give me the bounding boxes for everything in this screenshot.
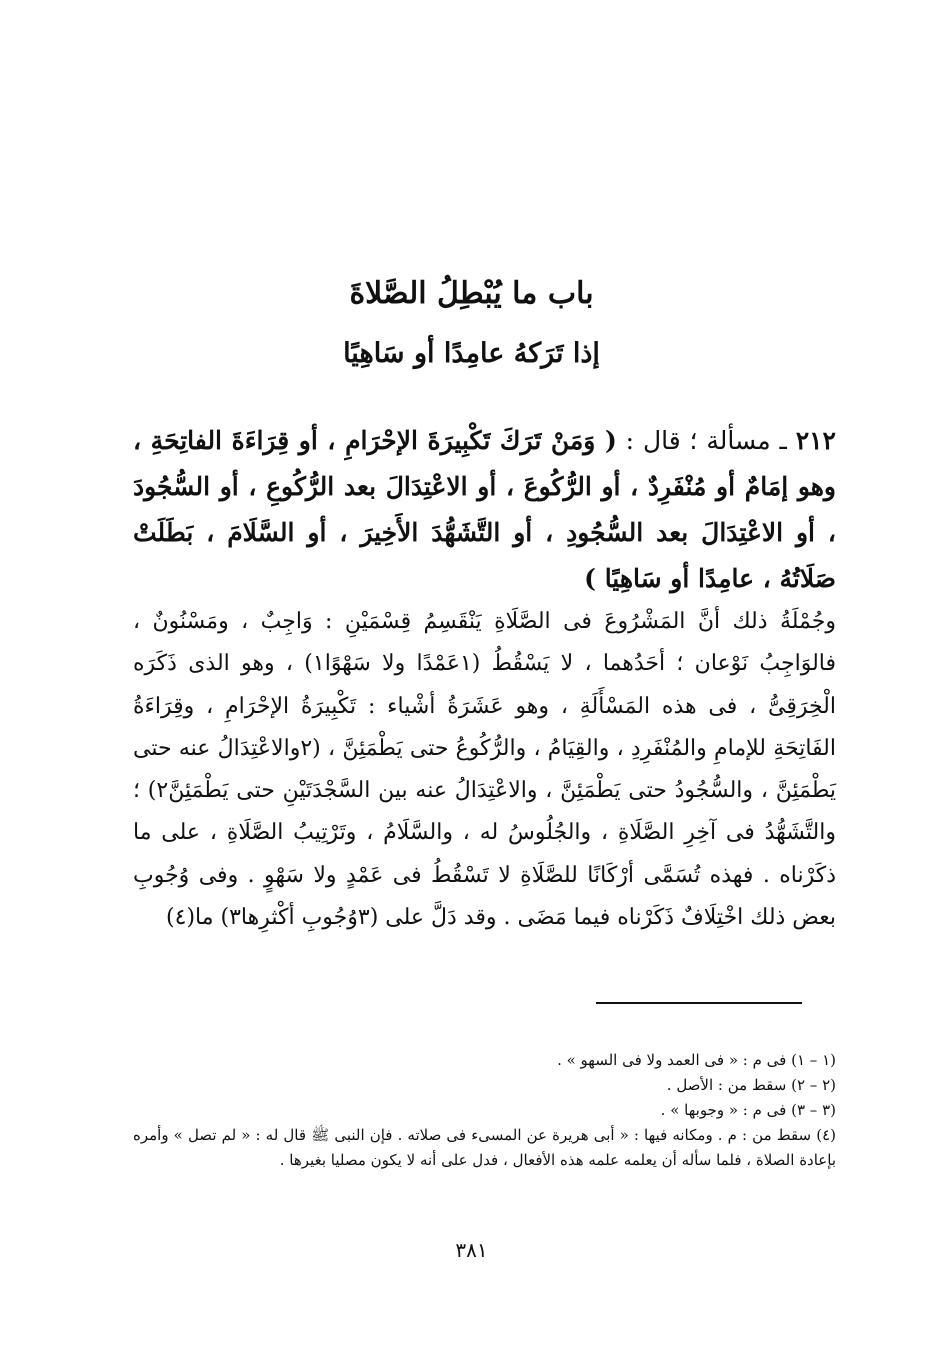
footnote-separator xyxy=(596,1002,802,1004)
chapter-title: باب ما يُبْطِلُ الصَّلاةَ xyxy=(349,276,594,311)
page-number: ٣٨١ xyxy=(455,1238,488,1262)
footnote-1: (١ – ١) فى م : « فى العمد ولا فى السهو » . xyxy=(557,1051,836,1069)
masala-quote: ( وَمَنْ تَرَكَ تَكْبِيرَةَ الإحْرَامِ ، أو قِرَاءَةَ الفاتِحَةِ ، وهو إمَامٌ أو مُنْفَرِدٌ ، أو الرُّكُوعَ ، أو الاعْتِدَالَ بعد الرُّكُوعِ ، أو السُّجُودَ ، أو الاعْتِدَالَ بعد السُّجُودِ ، أو التَّشَهُّدَ الأَخِيرَ ، أو السَّلَامَ ، بَطَلَتْ صَلَاتُهُ ، عامِدًا أو سَاهِيًا ) xyxy=(133,426,836,593)
footnotes xyxy=(133,1048,836,1173)
footnote-3: (٣ – ٣) فى م : « وجوبها » . xyxy=(660,1101,836,1119)
footnote-2: (٢ – ٢) سقط من : الأصل . xyxy=(666,1076,836,1094)
masala-intro: ـ مسألة ؛ قال : xyxy=(616,426,796,455)
masala-number: ٢١٢ xyxy=(795,426,836,455)
footnote-4: (٤) سقط من : م . ومكانه فيها : « أبى هريرة عن المسىء فى صلاته . فإن النبى ﷺ قال له : « لم تصل » وأمره بإعادة الصلاة ، فلما سأله أن يعلمه علمه هذه الأفعال ، فدل على أنه لا يكون مصليا بغيرها . xyxy=(133,1126,836,1169)
commentary-paragraph: وجُمْلَةُ ذلك أنَّ المَشْرُوعَ فى الصَّلَاةِ يَنْقَسِمُ قِسْمَيْنِ : وَاجِبٌ ، ومَسْنُونٌ ، فالوَاجِبُ نَوْعان ؛ أحَدُهما ، لا يَسْقُطُ (١عَمْدًا ولا سَهْوًا١) ، وهو الذى ذَكَرَه الْخِرَقِىُّ ، فى هذه المَسْأَلَةِ ، وهو عَشَرَةُ أشْياء : تَكْبِيرَةُ الإحْرَامِ ، وقِرَاءَةُ الفَاتِحَةِ للإمامِ والمُنْفَرِدِ ، والقِيَامُ ، والرُّكُوعُ حتى يَطْمَئِنَّ ، (٢والاعْتِدَالُ عنه حتى يَطْمَئِنَّ ، والسُّجُودُ حتى يَطْمَئِنَّ ، والاعْتِدَالُ عنه بين السَّجْدَتَيْنِ حتى يَطْمَئِنَّ٢) ؛ والتَّشَهُّدُ فى آخِرِ الصَّلَاةِ ، والجُلُوسُ له ، والسَّلَامُ ، وتَرْتِيبُ الصَّلَاةِ ، على ما ذكَرْناه . فهذه تُسَمَّى أرْكَانًا للصَّلَاةِ لا تَسْقُطُ فى عَمْدٍ ولا سَهْوٍ . وفى وُجُوبِ بعض ذلك اخْتِلَافٌ ذَكَرْناه فيما مَضَى . وقد دَلَّ على (٣وُجُوبِ أكْثرِها٣) ما(٤) xyxy=(133,609,837,931)
masala-paragraph xyxy=(133,418,836,602)
chapter-subtitle: إذا تَرَكهُ عامِدًا أو سَاهِيًا xyxy=(343,338,600,369)
